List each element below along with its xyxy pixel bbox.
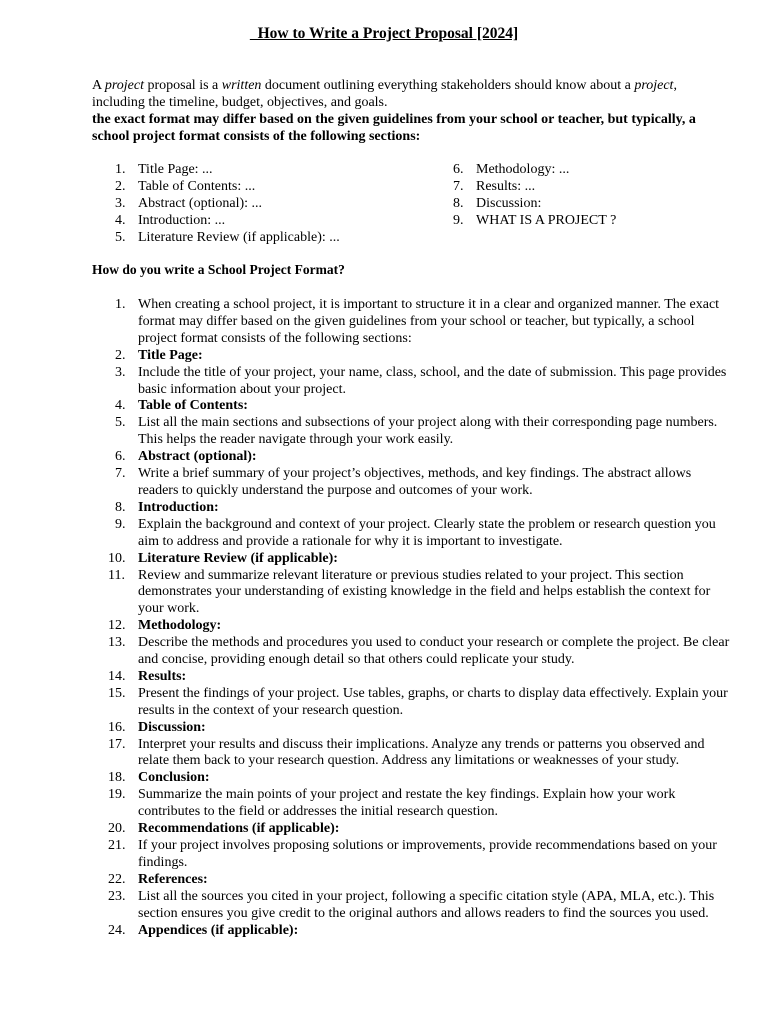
list-item [92,770,732,787]
list-item [92,179,422,196]
list-item-number: 14. [108,668,126,684]
list-item [92,297,732,348]
list-item-number: 22. [108,871,126,887]
list-item-text: Interpret your results and discuss their implications. Analyze any trends or patterns you observed and relate them back to your research question. Address any limitations or weaknesses of your study. [138,736,705,769]
list-item-text: Literature Review (if applicable): ... [138,229,340,245]
list-item-text: If your project involves proposing solutions or improvements, provide recommendations based on your findings. [138,838,717,870]
list-item-text: Title Page: ... [138,162,213,177]
intro-paragraph [92,78,732,112]
sections-column-left [92,162,422,247]
list-item-number: 23. [108,888,126,904]
list-item-text: Discussion: [138,719,206,735]
list-item [92,500,732,517]
list-item [92,838,732,872]
list-item [430,162,730,179]
list-item [92,162,422,179]
list-item [92,635,732,669]
list-item-text: Title Page: [138,347,203,363]
list-item-number: 9. [115,516,126,532]
intro-text: , including the timeline, budget, objectives, and goals. [92,78,677,110]
list-item [92,348,732,365]
list-item [92,923,732,940]
list-item-number: 4. [115,398,126,414]
list-item-number: 5. [115,229,126,245]
list-item-text: Describe the methods and procedures you used to conduct your research or complete the project. Be clear and concise, providing enough detail so that others could replicate your study. [138,635,730,668]
list-item [92,398,732,415]
sections-column-right [430,162,730,230]
list-item-number: 16. [108,719,126,735]
list-item-text: Table of Contents: ... [138,178,256,194]
intro-text: A [92,78,105,93]
list-item-text: Recommendations (if applicable): [138,821,340,837]
list-item-text: List all the main sections and subsections of your project along with their corresponding page numbers. This helps the reader navigate through your work easily. [138,415,718,448]
intro-text: proposal is a [143,78,222,93]
list-item-number: 9. [453,212,464,228]
list-item [92,720,732,737]
list-item-number: 21. [108,838,126,853]
document-title [0,26,768,43]
list-item-text: Conclusion: [138,770,210,786]
list-item-text: WHAT IS A PROJECT ? [476,212,617,228]
list-item-text: Summarize the main points of your project and restate the key findings. Explain how your work contributes to the field or addresses the initial research question. [138,787,676,820]
list-item-number: 12. [108,618,126,634]
list-item-number: 1. [115,162,126,177]
list-item-number: 3. [115,364,126,380]
list-item [92,213,422,230]
list-item-number: 17. [108,736,126,752]
list-item-number: 2. [115,178,126,194]
list-item [92,466,732,500]
list-item-number: 6. [453,162,464,177]
list-item-text: Results: ... [476,178,536,194]
list-item-number: 24. [108,922,126,938]
intro-block [92,78,732,146]
list-item-number: 11. [108,567,125,583]
list-item-number: 10. [108,550,126,566]
list-item-number: 13. [108,635,126,651]
list-item-text: References: [138,871,208,887]
list-item [92,568,732,619]
list-item-text: When creating a school project, it is important to structure it in a clear and organized manner. The exact format may differ based on the given guidelines from your school or teacher, but typically, a school project format consists of the following sections: [138,297,720,346]
list-item-text: Methodology: [138,618,222,634]
list-item [92,449,732,466]
list-item [92,872,732,889]
list-item [430,179,730,196]
list-item-number: 3. [115,195,126,211]
list-item-number: 15. [108,685,126,701]
list-item-text: Explain the background and context of your project. Clearly state the problem or research question you aim to address and provide a rationale for why it is important to investigate. [138,516,716,549]
list-item [92,517,732,551]
list-item [92,669,732,686]
list-item [92,365,732,399]
list-item [92,196,422,213]
list-item-text: Abstract (optional): ... [138,195,263,211]
list-item-text: List all the sources you cited in your project, following a specific citation style (APA, MLA, etc.). This section ensures you give credit to the original authors and allows readers to find the sources you used. [138,888,715,921]
list-item-number: 18. [108,770,126,786]
list-item-text: Include the title of your project, your name, class, school, and the date of submission. This page provides basic information about your project. [138,364,727,397]
intro-italic: project [104,78,144,93]
list-item-number: 7. [115,466,126,482]
list-item-text: Methodology: ... [476,162,570,177]
list-item-text: Abstract (optional): [138,449,257,465]
list-item [92,787,732,821]
list-item-text: Literature Review (if applicable): [138,550,338,566]
list-item [92,551,732,568]
intro-text: document outlining everything stakeholders should know about a [261,78,635,93]
intro-italic: project [634,78,674,93]
list-item-text: Results: [138,668,187,684]
list-item-number: 20. [108,821,126,837]
list-item [92,821,732,838]
list-item-number: 1. [115,297,126,312]
list-item-text: Appendices (if applicable): [138,922,299,938]
list-item [92,230,422,247]
list-item-text: Introduction: [138,499,219,515]
list-item-number: 5. [115,415,126,431]
list-item-number: 8. [453,195,464,211]
list-item-number: 8. [115,499,126,515]
list-item [92,889,732,923]
list-item [92,415,732,449]
list-item-number: 19. [108,787,126,803]
list-item [92,618,732,635]
list-item [92,737,732,771]
list-item-number: 4. [115,212,126,228]
list-item [430,213,730,230]
list-item-text: Review and summarize relevant literature or previous studies related to your project. This section demonstrates your understanding of existing knowledge in the field and helps establish the context for your work. [138,567,711,617]
list-item-text: Present the findings of your project. Use tables, graphs, or charts to display data effectively. Explain your results in the context of your research question. [138,685,728,718]
list-item-text: Table of Contents: [138,398,248,414]
list-item-number: 6. [115,449,126,465]
list-item-text: Discussion: [476,195,542,211]
list-item [430,196,730,213]
list-item-number: 7. [453,178,464,194]
list-item [92,686,732,720]
intro-bold-paragraph: the exact format may differ based on the given guidelines from your school or teacher, but typically, a school project format consists of the following sections: [92,111,696,144]
document-title-text: How to Write a Project Proposal [2024] [249,25,519,42]
subheading: How do you write a School Project Format? [92,262,345,277]
list-item-number: 2. [115,347,126,363]
intro-italic: written [221,78,262,93]
list-item-text: Write a brief summary of your project’s objectives, methods, and key findings. The abstract allows readers to quickly understand the purpose and outcomes of your work. [138,466,692,498]
steps-list [92,297,732,939]
list-item-text: Introduction: ... [138,212,226,228]
